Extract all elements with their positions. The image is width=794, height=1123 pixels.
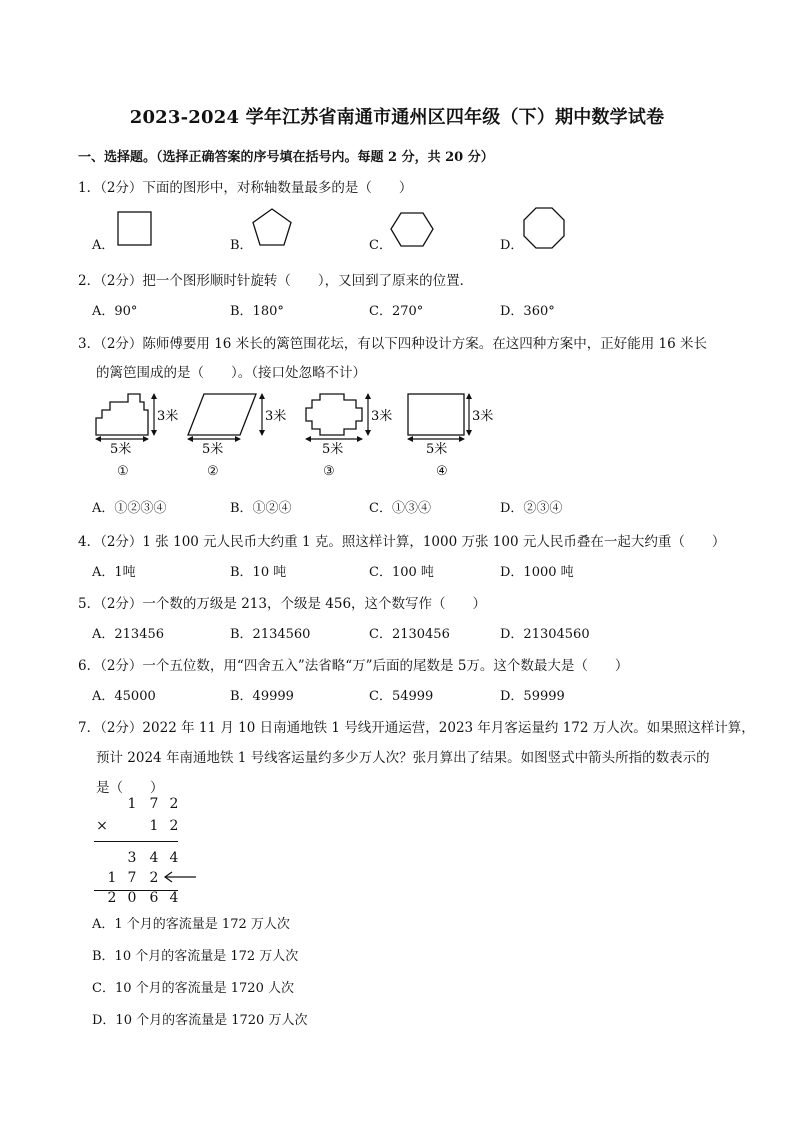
calc-digit: 1 — [107, 870, 117, 886]
q4-option-b[interactable]: B．10 吨 — [230, 565, 287, 580]
q4-option-a[interactable]: A．1吨 — [92, 565, 136, 580]
fence-design-3 — [300, 390, 400, 458]
q3-option-c[interactable]: C．①③④ — [369, 501, 431, 516]
page-title: 2023-2024 学年江苏省南通市通州区四年级（下）期中数学试卷 — [129, 107, 665, 128]
fence-design-2 — [180, 390, 290, 458]
calc-digit: 6 — [149, 890, 159, 906]
q3-option-a[interactable]: A．①②③④ — [92, 501, 167, 516]
question-7-stem-line2: 预计 2024 年南通地铁 1 号线客运量约多少万人次？张月算出了结果。如图竖式中箭头所指的数表示的 — [96, 750, 710, 766]
calc-digit: 1 — [127, 796, 137, 812]
q6-option-b[interactable]: B．49999 — [230, 689, 294, 704]
calc-digit: 0 — [127, 890, 137, 906]
q7-option-a[interactable]: A．1 个月的客流量是 172 万人次 — [92, 917, 290, 932]
q2-option-b[interactable]: B．180° — [230, 304, 284, 319]
section-heading: 一、选择题。（选择正确答案的序号填在括号内。每题 2 分，共 20 分） — [78, 150, 494, 165]
q1-option-a[interactable]: A． — [92, 238, 115, 253]
hexagon-icon — [389, 211, 435, 249]
calc-digit: 4 — [169, 850, 179, 866]
vertical-multiplication — [90, 796, 210, 908]
question-7-stem-line1: 7．（2分）2022 年 11 月 10 日南通地铁 1 号线开通运营，2023 年月客运量约 172 万人次。如果照这样计算， — [78, 720, 755, 736]
q5-option-b[interactable]: B．2134560 — [230, 627, 311, 642]
height-label: 3米 — [265, 409, 287, 424]
figure-label-3: ③ — [323, 464, 335, 479]
q3-option-d[interactable]: D．②③④ — [500, 501, 563, 516]
height-label: 3米 — [371, 409, 393, 424]
q5-option-d[interactable]: D．21304560 — [500, 627, 590, 642]
question-7-stem-line3: 是（ ） — [96, 780, 164, 796]
height-label: 3米 — [472, 409, 494, 424]
calc-digit: 1 — [149, 818, 159, 834]
q7-option-c[interactable]: C．10 个月的客流量是 1720 人次 — [92, 981, 294, 996]
q4-option-d[interactable]: D．1000 吨 — [500, 565, 574, 580]
calc-digit: 2 — [107, 890, 117, 906]
fence-design-4 — [402, 390, 512, 458]
width-label: 5米 — [110, 442, 132, 457]
calc-digit: 7 — [149, 796, 159, 812]
fence-design-1 — [88, 390, 184, 458]
question-5-stem: 5．（2分）一个数的万级是 213，个级是 456，这个数写作（ ） — [78, 596, 487, 612]
calc-rule — [94, 841, 178, 842]
question-1-stem: 1．（2分）下面的图形中，对称轴数量最多的是（ ） — [78, 180, 413, 196]
arrow-left-icon — [162, 870, 198, 884]
q5-option-c[interactable]: C．2130456 — [369, 627, 450, 642]
q3-option-b[interactable]: B．①②④ — [230, 501, 292, 516]
q1-option-c[interactable]: C． — [369, 238, 392, 253]
figure-label-4: ④ — [436, 464, 448, 479]
figure-label-2: ② — [207, 464, 219, 479]
question-6-stem: 6．（2分）一个五位数，用“四舍五入”法省略“万”后面的尾数是 5万。这个数最大是（ ） — [78, 658, 629, 674]
q6-option-a[interactable]: A．45000 — [92, 689, 156, 704]
times-sign: × — [96, 818, 108, 834]
q2-option-a[interactable]: A．90° — [92, 304, 138, 319]
calc-digit: 2 — [169, 818, 179, 834]
width-label: 5米 — [202, 442, 224, 457]
q1-option-b[interactable]: B． — [230, 238, 253, 253]
pentagon-icon — [250, 207, 294, 249]
q6-option-c[interactable]: C．54999 — [369, 689, 434, 704]
height-label: 3米 — [157, 409, 179, 424]
square-icon — [117, 211, 153, 247]
question-3-stem-line1: 3．（2分）陈师傅要用 16 米长的篱笆围花坛，有以下四种设计方案。在这四种方案中，正好能用 16 米长 — [78, 336, 707, 352]
octagon-icon — [522, 206, 566, 250]
q4-option-c[interactable]: C．100 吨 — [369, 565, 434, 580]
q7-option-b[interactable]: B．10 个月的客流量是 172 万人次 — [92, 949, 299, 964]
width-label: 5米 — [426, 442, 448, 457]
calc-digit: 3 — [127, 850, 137, 866]
width-label: 5米 — [322, 442, 344, 457]
calc-digit: 7 — [127, 870, 137, 886]
q7-option-d[interactable]: D．10 个月的客流量是 1720 万人次 — [92, 1013, 308, 1028]
figure-label-1: ① — [117, 464, 129, 479]
calc-digit: 2 — [169, 796, 179, 812]
calc-digit: 4 — [169, 890, 179, 906]
calc-digit: 4 — [149, 850, 159, 866]
question-3-stem-line2: 的篱笆围成的是（ ）。（接口处忽略不计） — [96, 365, 366, 381]
calc-digit: 2 — [149, 870, 159, 886]
question-2-stem: 2．（2分）把一个图形顺时针旋转（ ），又回到了原来的位置． — [78, 273, 474, 289]
q6-option-d[interactable]: D．59999 — [500, 689, 565, 704]
q2-option-d[interactable]: D．360° — [500, 304, 555, 319]
q5-option-a[interactable]: A．213456 — [92, 627, 165, 642]
question-4-stem: 4．（2分）1 张 100 元人民币大约重 1 克。照这样计算，1000 万张 100 元人民币叠在一起大约重（ ） — [78, 534, 726, 550]
q1-option-d[interactable]: D． — [500, 238, 524, 253]
q2-option-c[interactable]: C．270° — [369, 304, 424, 319]
